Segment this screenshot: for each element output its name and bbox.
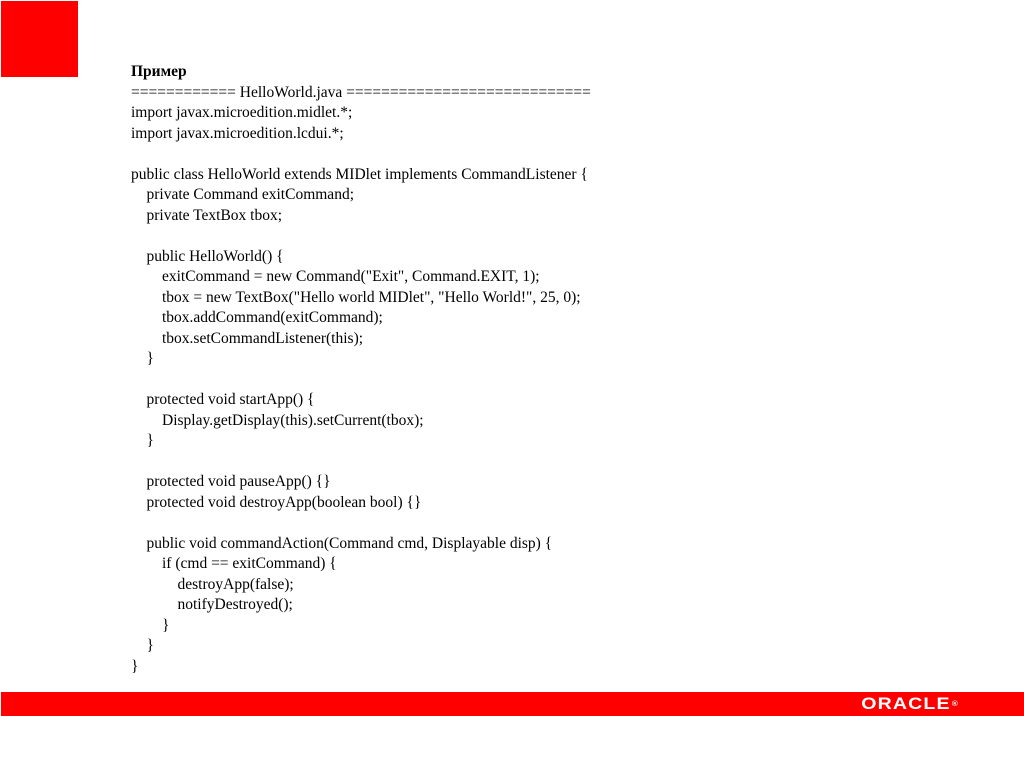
code-line: public void commandAction(Command cmd, Displayable disp) { (131, 534, 553, 552)
code-line: ============ HelloWorld.java ============================ (131, 83, 591, 101)
code-line (131, 144, 991, 165)
code-line: public HelloWorld() { (131, 247, 284, 265)
code-line (131, 370, 991, 391)
code-line (131, 226, 991, 247)
code-line: private TextBox tbox; (131, 206, 283, 224)
code-line: exitCommand = new Command("Exit", Command.EXIT, 1); (131, 268, 540, 285)
corner-square-decoration (1, 1, 78, 77)
slide-title: Пример (131, 63, 187, 80)
code-line: Display.getDisplay(this).setCurrent(tbox); (131, 411, 424, 429)
code-line: import javax.microedition.lcdui.*; (131, 124, 344, 142)
code-listing (131, 83, 991, 678)
code-line: private Command exitCommand; (131, 186, 354, 203)
code-line (131, 452, 991, 473)
code-line: } (131, 616, 170, 634)
code-line: protected void destroyApp(boolean bool) {} (131, 493, 422, 511)
code-line: } (131, 432, 154, 449)
oracle-logo (861, 694, 959, 714)
code-line: tbox.addCommand(exitCommand); (131, 309, 383, 326)
code-line: destroyApp(false); (131, 575, 294, 593)
code-line: import javax.microedition.midlet.*; (131, 104, 353, 121)
code-line: tbox = new TextBox("Hello world MIDlet", "Hello World!", 25, 0); (131, 288, 581, 306)
slide-content (131, 62, 991, 677)
code-line (131, 513, 991, 534)
code-line: protected void startApp() { (131, 391, 315, 408)
code-line: if (cmd == exitCommand) { (131, 555, 337, 572)
code-line: } (131, 637, 154, 654)
code-line: } (131, 657, 139, 675)
oracle-logo-mark: ® (951, 700, 959, 708)
code-line: } (131, 350, 154, 367)
footer-bar (1, 692, 1024, 716)
code-line: notifyDestroyed(); (131, 596, 293, 613)
code-line: public class HelloWorld extends MIDlet implements CommandListener { (131, 165, 588, 183)
code-line: tbox.setCommandListener(this); (131, 329, 364, 347)
code-line: protected void pauseApp() {} (131, 473, 331, 490)
oracle-logo-text: ORACLE (861, 694, 951, 713)
